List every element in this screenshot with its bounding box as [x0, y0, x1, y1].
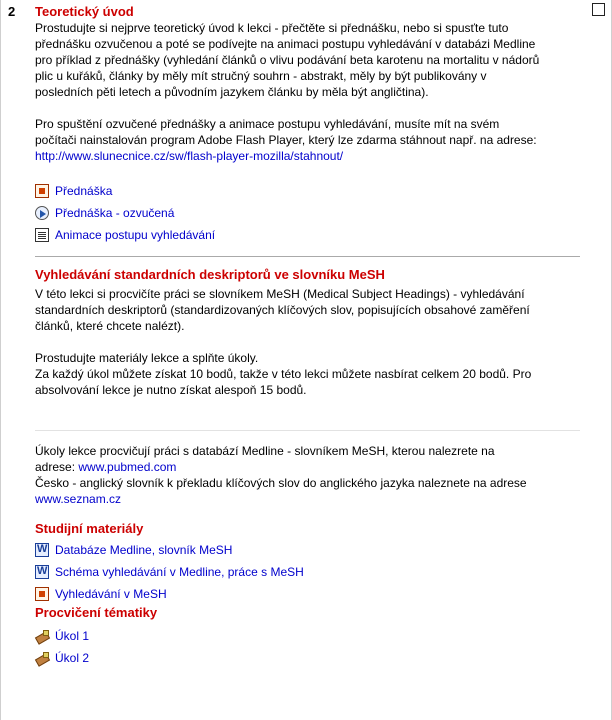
task-icon: [35, 629, 49, 643]
audio-icon: [35, 206, 49, 220]
section-content: [35, 4, 580, 669]
resource-label[interactable]: Animace postupu vyhledávání: [55, 228, 216, 242]
resource-animation[interactable]: [35, 224, 580, 246]
mesh-desc-1: V této lekci si procvičíte práci se slovníkem MeSH (Medical Subject Headings) - vyhledávání: [35, 287, 525, 301]
theory-intro-4: plic u kuřáků, články by měly mít stručný souhrn - abstrakt, měly by být publikovány v: [35, 69, 487, 83]
resource-lecture[interactable]: [35, 180, 580, 202]
theory-intro-5: posledních pěti letech a původním jazykem článku by měla být angličtina).: [35, 85, 429, 99]
word-icon: [35, 543, 49, 557]
study-item-schema[interactable]: [35, 561, 580, 583]
theory-title: Teoretický úvod: [35, 4, 134, 19]
flash-player-link[interactable]: http://www.slunecnice.cz/sw/flash-player-mozilla/stahnout/: [35, 149, 344, 163]
theory-intro-3: pro příklad z přednášky (vyhledání článků o vlivu podávání beta karotenu na mortalitu v nádorů: [35, 53, 540, 67]
study-item-label[interactable]: Schéma vyhledávání v Medline, práce s MeSH: [55, 565, 304, 579]
collapse-checkbox-icon[interactable]: [592, 3, 605, 16]
study-item-mesh-search[interactable]: [35, 583, 580, 605]
flash-info-1: Pro spuštění ozvučené přednášky a animace postupu vyhledávání, musíte mít na svém: [35, 117, 500, 131]
practice-item-label[interactable]: Úkol 1: [55, 629, 90, 643]
pdf-icon: [35, 184, 49, 198]
pdf-icon: [35, 587, 49, 601]
mesh-task-1: Prostudujte materiály lekce a splňte úkoly.: [35, 351, 259, 365]
study-item-label[interactable]: Vyhledávání v MeSH: [55, 587, 167, 601]
theory-intro-1: Prostudujte si nejprve teoretický úvod k lekci - přečtěte si přednášku, nebo si spusťte tuto: [35, 21, 509, 35]
theory-intro-2: přednášku ozvučenou a poté se podívejte na animaci postupu vyhledávání v databázi Medline: [35, 37, 536, 51]
seznam-link[interactable]: www.seznam.cz: [35, 492, 122, 506]
task-icon: [35, 651, 49, 665]
resource-lecture-audio[interactable]: [35, 202, 580, 224]
study-materials-heading: Studijní materiály: [35, 521, 144, 536]
practice-task-1[interactable]: [35, 625, 580, 647]
medline-info-1: Úkoly lekce procvičují práci s databází Medline - slovníkem MeSH, kterou nalezrete na: [35, 444, 495, 458]
practice-heading: Procvičení tématiky: [35, 605, 158, 620]
resource-label[interactable]: Přednáška: [55, 184, 113, 198]
mesh-title: Vyhledávání standardních deskriptorů ve slovníku MeSH: [35, 267, 385, 282]
mesh-desc-3: článků, které chcete nalézt).: [35, 319, 185, 333]
mesh-task-3: absolvování lekce je nutno získat alespoň 15 bodů.: [35, 383, 307, 397]
study-item-medline[interactable]: [35, 539, 580, 561]
practice-task-2[interactable]: [35, 647, 580, 669]
study-item-label[interactable]: Databáze Medline, slovník MeSH: [55, 543, 233, 557]
pubmed-link[interactable]: www.pubmed.com: [78, 460, 177, 474]
practice-item-label[interactable]: Úkol 2: [55, 651, 90, 665]
medline-info-2: adrese: www.pubmed.com: [35, 460, 177, 474]
dictionary-info: Česko - anglický slovník k překladu klíčových slov do anglického jazyka naleznete na adrese: [35, 476, 527, 490]
resource-label[interactable]: Přednáška - ozvučená: [55, 206, 175, 220]
document-icon: [35, 228, 49, 242]
section-number: 2: [8, 4, 16, 19]
mesh-task-2: Za každý úkol můžete získat 10 bodů, takže v této lekci můžete nasbírat celkem 20 bodů. Pro: [35, 367, 532, 381]
flash-info-2: počítači nainstalován program Adobe Flash Player, který lze zdarma stáhnout např. na adrese:: [35, 133, 537, 147]
mesh-desc-2: standardních deskriptorů (standardizovaných klíčových slov, popisujících obsahové zaměření: [35, 303, 530, 317]
word-icon: [35, 565, 49, 579]
